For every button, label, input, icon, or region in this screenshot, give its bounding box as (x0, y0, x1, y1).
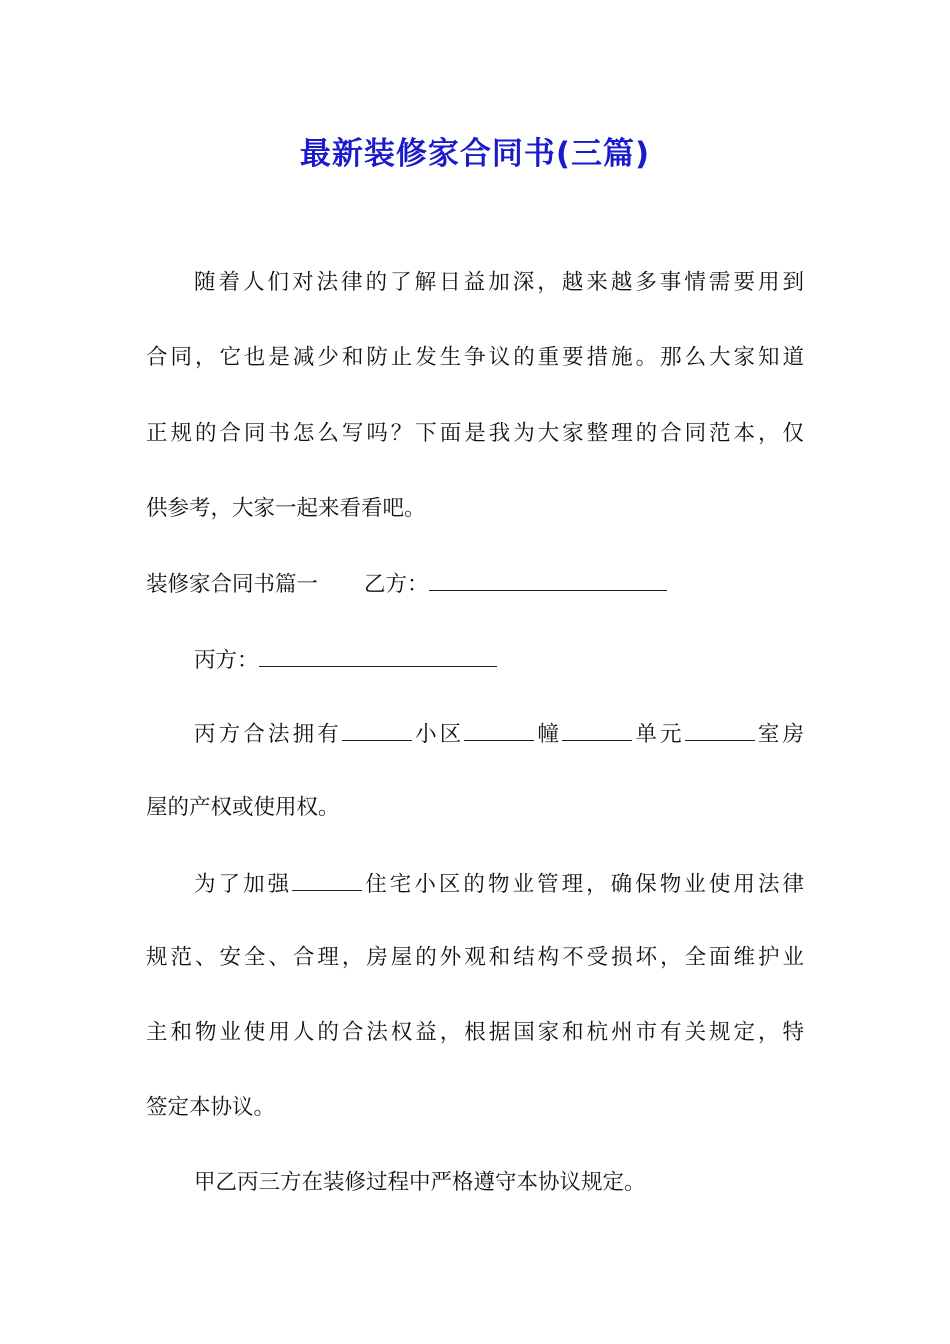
residence-blank[interactable] (292, 868, 362, 891)
section-heading: 装修家合同书篇一 (146, 572, 319, 597)
unit-blank[interactable] (562, 718, 632, 741)
room-label: 室房 (754, 722, 804, 747)
community-blank[interactable] (342, 718, 412, 741)
building-blank[interactable] (464, 718, 534, 741)
purpose-rest: 住宅小区的物业管理，确保物业使用法律 (362, 872, 804, 897)
unit-label: 单元 (632, 722, 685, 747)
intro-line-3: 正规的合同书怎么写吗？下面是我为大家整理的合同范本，仅 (146, 421, 804, 446)
intro-line-1: 随着人们对法律的了解日益加深，越来越多事情需要用到 (194, 270, 804, 295)
party-c-row (194, 644, 497, 676)
compliance-line: 甲乙丙三方在装修过程中严格遵守本协议规定。 (194, 1170, 646, 1195)
purpose-line-3: 主和物业使用人的合法权益，根据国家和杭州市有关规定，特 (146, 1020, 804, 1045)
intro-line-4: 供参考，大家一起来看看吧。 (146, 496, 426, 521)
ownership-prefix: 丙方合法拥有 (194, 722, 342, 747)
ownership-line-1 (194, 718, 804, 750)
ownership-line-2: 屋的产权或使用权。 (146, 795, 340, 820)
section-heading-row (146, 568, 667, 600)
party-b-blank[interactable] (429, 568, 667, 591)
party-c-label: 丙方： (194, 648, 259, 673)
purpose-line-2: 规范、安全、合理，房屋的外观和结构不受损坏，全面维护业 (146, 945, 804, 970)
building-label: 幢 (534, 722, 563, 747)
purpose-line-1 (194, 868, 804, 900)
purpose-line-4: 签定本协议。 (146, 1095, 276, 1120)
purpose-prefix: 为了加强 (194, 872, 293, 897)
party-b-label: 乙方： (364, 572, 429, 597)
community-label: 小区 (411, 722, 465, 747)
intro-line-2: 合同，它也是减少和防止发生争议的重要措施。那么大家知道 (146, 345, 804, 370)
document-title: 最新装修家合同书(三篇) (299, 136, 651, 172)
room-blank[interactable] (685, 718, 755, 741)
party-c-blank[interactable] (259, 644, 497, 667)
